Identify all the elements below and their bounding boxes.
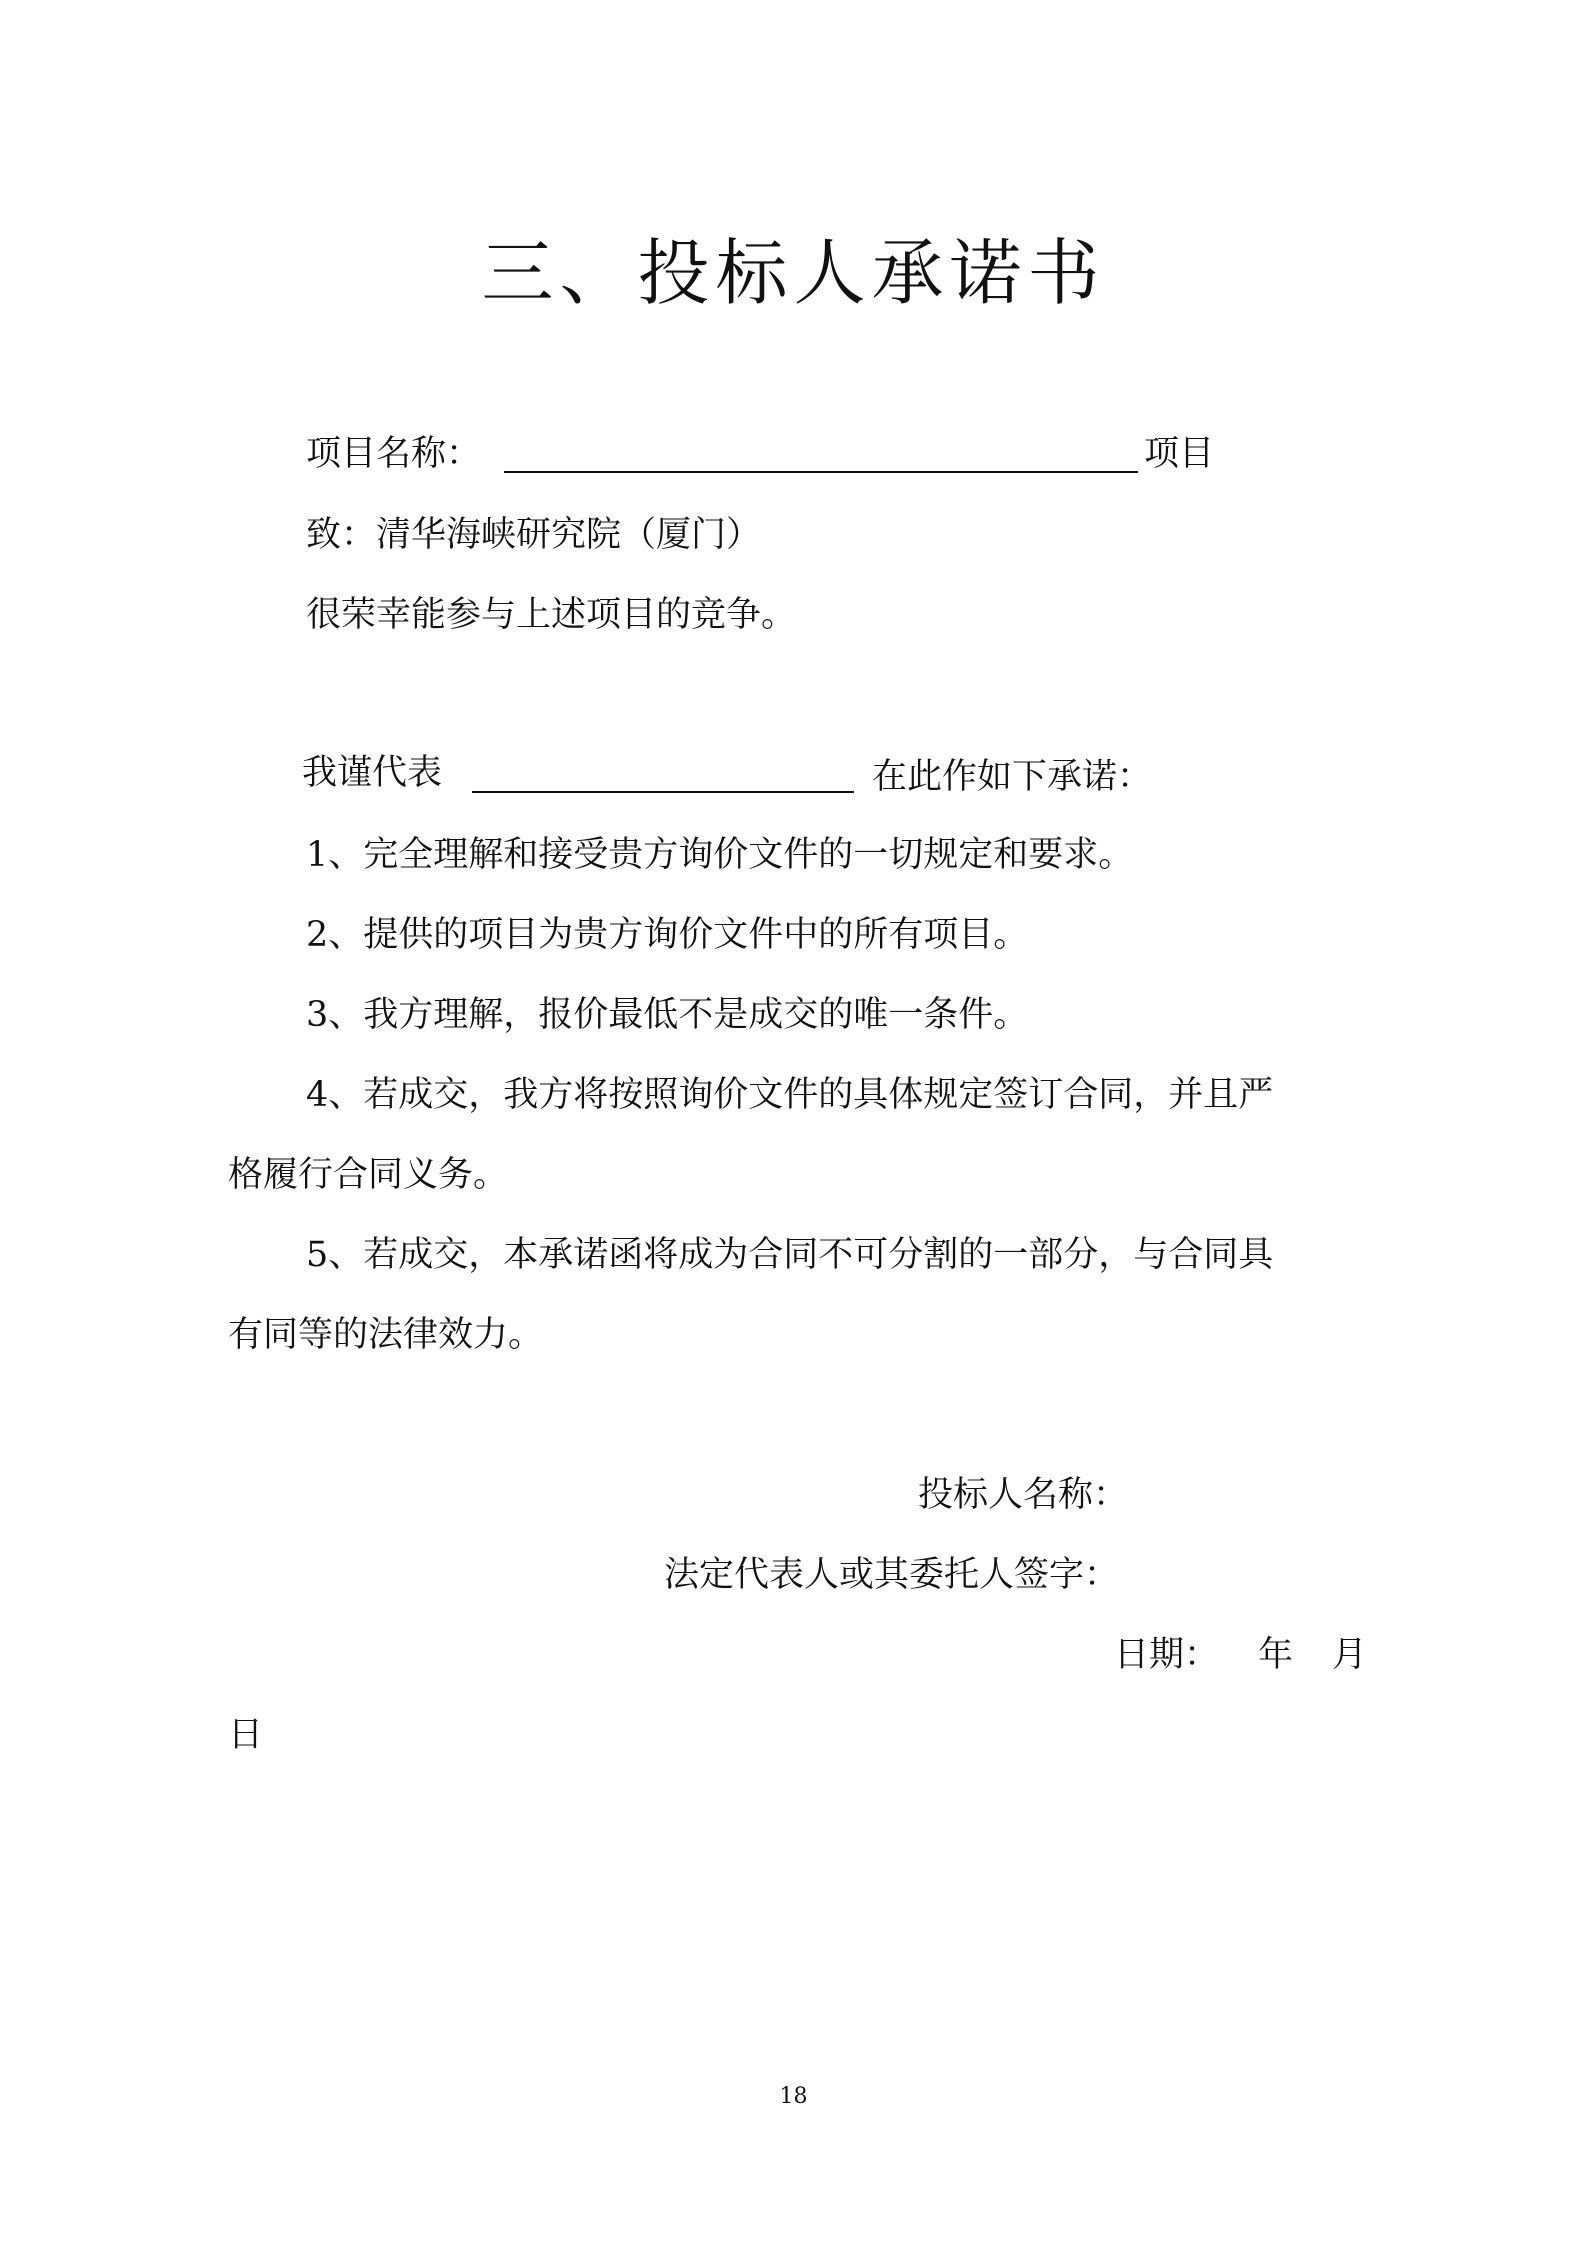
commitment-5-line-2: 有同等的法律效力。 <box>228 1315 544 1355</box>
commitment-4-line-2: 格履行合同义务。 <box>228 1155 509 1195</box>
represent-prefix: 我谨代表 <box>302 753 443 793</box>
commitment-4-line-1: 4、若成交，我方将按照询价文件的具体规定签订合同，并且严 <box>306 1075 1274 1115</box>
represent-blank <box>472 791 854 793</box>
date-label: 日期： <box>1114 1635 1220 1675</box>
commitment-3: 3、我方理解，报价最低不是成交的唯一条件。 <box>306 995 1029 1035</box>
project-name-blank <box>504 471 1138 473</box>
commitment-1: 1、完全理解和接受贵方询价文件的一切规定和要求。 <box>306 835 1134 875</box>
day-label: 日 <box>228 1715 264 1755</box>
intro-text: 很荣幸能参与上述项目的竞争。 <box>306 595 797 635</box>
project-name-label: 项目名称： <box>306 434 482 474</box>
month-label: 月 <box>1332 1635 1368 1675</box>
commitment-5-line-1: 5、若成交，本承诺函将成为合同不可分割的一部分，与合同具 <box>306 1235 1274 1275</box>
represent-suffix: 在此作如下承诺： <box>872 757 1153 797</box>
addressee: 致：清华海峡研究院（厦门） <box>306 515 762 555</box>
signer-label: 法定代表人或其委托人签字： <box>664 1555 1120 1595</box>
project-suffix: 项目 <box>1144 434 1215 474</box>
bidder-name-label: 投标人名称： <box>918 1475 1129 1515</box>
year-label: 年 <box>1258 1635 1294 1675</box>
document-title: 三、投标人承诺书 <box>481 231 1106 315</box>
page-number: 18 <box>779 2084 808 2109</box>
commitment-2: 2、提供的项目为贵方询价文件中的所有项目。 <box>306 915 1029 955</box>
